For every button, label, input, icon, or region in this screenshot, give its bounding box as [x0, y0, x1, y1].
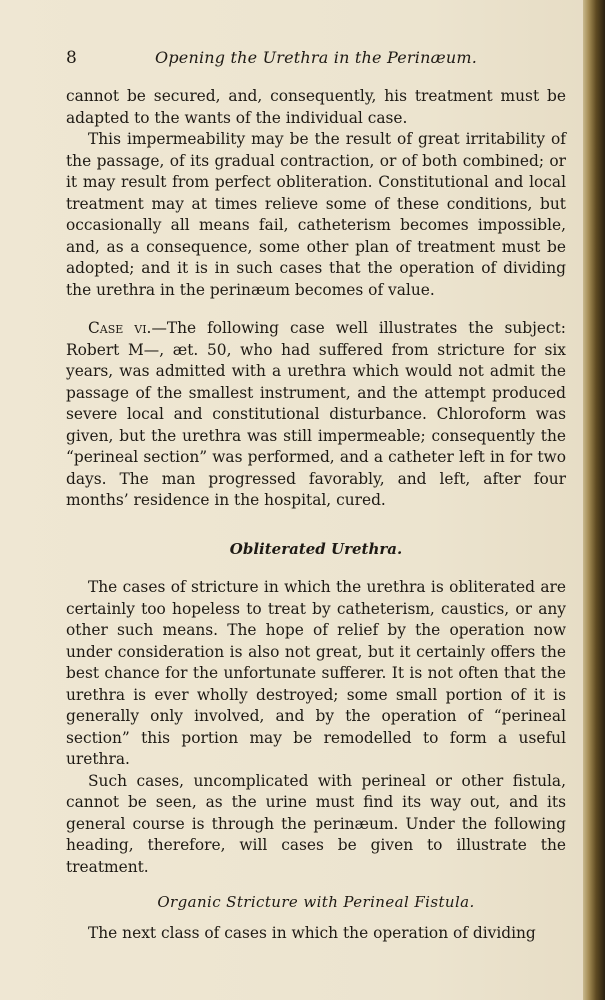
- book-binding-edge: [583, 0, 605, 1000]
- page-number: 8: [66, 48, 77, 68]
- section-heading-organic-stricture: Organic Stricture with Perineal Fistula.: [157, 893, 475, 911]
- body-text: [66, 86, 566, 944]
- paragraph-obliterated: The cases of stricture in which the urethra is obliterated are certainly too hopeless to treat by catheterism, caustics, or any other such means. The hope of relief by the operation now under consideration is also not great, but it certainly offers the best chance for the unfortunate sufferer. It is not often that the urethra is ever wholly destroyed; some small portion of it is generally only involved, and by the operation of “perineal section” this portion may be remodelled to form a useful urethra.: [66, 578, 566, 768]
- section-heading-obliterated-urethra: Obliterated Urethra.: [229, 539, 403, 558]
- page-header: [66, 48, 566, 72]
- paragraph-continued: cannot be secured, and, consequently, his treatment must be adapted to the wants of the individual case.: [66, 87, 566, 127]
- case-label: Case vi.: [88, 319, 152, 337]
- case-text: —The following case well illustrates the subject: Robert M—, æt. 50, who had suffered from stricture for six years, was admitted with a urethra which would not admit the passage of the smallest instrument, and the attempt produced severe local and constitutional disturbance. Chloroform was given, but the urethra was still impermeable; consequently the “perineal section” was performed, and a catheter left in for two days. The man progressed favorably, and left, after four months’ residence in the hospital, cured.: [66, 319, 566, 509]
- paragraph-case-vi: [66, 318, 566, 512]
- paragraph-next-class: The next class of cases in which the operation of dividing: [88, 923, 536, 942]
- paragraph-impermeability: This impermeability may be the result of great irritability of the passage, of its gradual contraction, or of both combined; or it may result from perfect obliteration. Constitutional and local treatment may at times relieve some of these conditions, but occasionally all means fail, catheterism becomes impossible, and, as a consequence, some other plan of treatment must be adopted; and it is in such cases that the operation of dividing the urethra in the perinæum becomes of value.: [66, 130, 566, 299]
- paragraph-fistula: Such cases, uncomplicated with perineal or other fistula, cannot be seen, as the urine must find its way out, and its general course is through the perinæum. Under the following heading, therefore, will cases be given to illustrate the treatment.: [66, 771, 566, 876]
- running-head: Opening the Urethra in the Perinæum.: [155, 48, 477, 67]
